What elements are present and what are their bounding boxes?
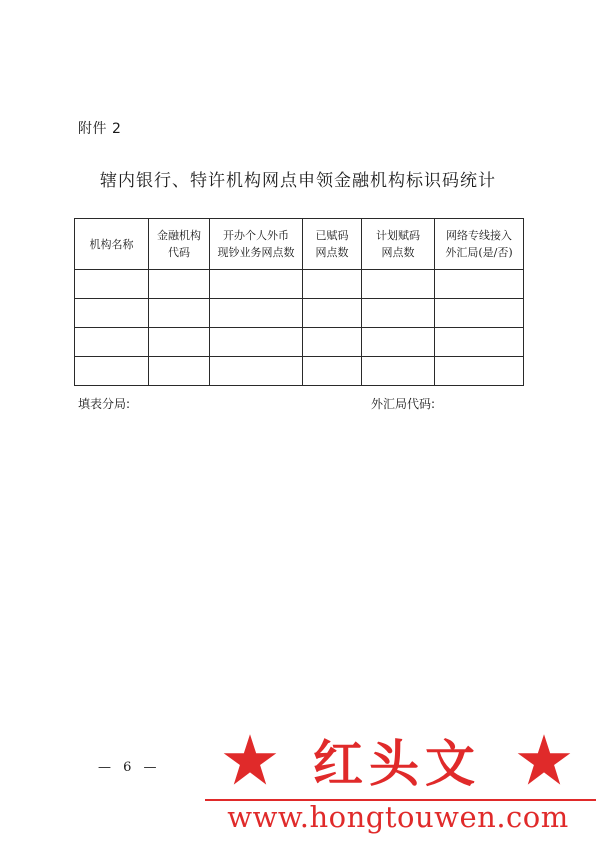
table-cell — [435, 357, 524, 386]
table-cell — [75, 357, 149, 386]
table-cell — [210, 299, 303, 328]
star-icon — [516, 732, 572, 788]
star-icon — [222, 732, 278, 788]
table-cell — [362, 357, 435, 386]
header-cell-coded-outlets — [303, 219, 362, 270]
table-cell — [435, 270, 524, 299]
header-line: 计划赋码 — [376, 229, 420, 242]
header-line: 网络专线接入 — [446, 229, 512, 242]
header-line: 开办个人外币 — [223, 229, 289, 242]
table-cell — [210, 357, 303, 386]
header-line: 网点数 — [315, 246, 349, 259]
header-line: 现钞业务网点数 — [217, 246, 295, 259]
table-cell — [435, 328, 524, 357]
header-cell-org-name — [75, 219, 149, 270]
table-cell — [362, 328, 435, 357]
watermark-url: www.hongtouwen.com — [227, 800, 569, 834]
table-cell — [303, 299, 362, 328]
table-cell — [435, 299, 524, 328]
table-cell — [149, 299, 210, 328]
table-cell — [303, 270, 362, 299]
table-cell — [75, 270, 149, 299]
table-cell — [149, 270, 210, 299]
header-line: 机构名称 — [89, 237, 134, 251]
header-line: 已赋码 — [315, 229, 349, 242]
header-cell-cash-outlets — [210, 219, 303, 270]
header-line: 代码 — [168, 246, 190, 259]
table-cell — [75, 328, 149, 357]
table-cell — [210, 328, 303, 357]
watermark-brand — [222, 722, 572, 798]
table-cell — [303, 328, 362, 357]
table-cell — [210, 270, 303, 299]
statistics-table — [74, 218, 524, 386]
watermark-brand-text: 红头文 — [313, 734, 481, 793]
table-row — [75, 357, 524, 386]
table-cell — [362, 270, 435, 299]
table-row — [75, 328, 524, 357]
table-row — [75, 299, 524, 328]
table-cell — [362, 299, 435, 328]
attachment-label: 附件 2 — [78, 121, 122, 137]
table-cell — [149, 357, 210, 386]
table-header-row — [75, 219, 524, 270]
header-cell-network-access — [435, 219, 524, 270]
table-cell — [75, 299, 149, 328]
fx-bureau-code-label: 外汇局代码: — [371, 397, 436, 411]
table-cell — [303, 357, 362, 386]
page-number: — 6 — — [98, 760, 161, 775]
table-row — [75, 270, 524, 299]
header-cell-fi-code — [149, 219, 210, 270]
header-line: 外汇局(是/否) — [445, 246, 513, 259]
table-cell — [149, 328, 210, 357]
header-line: 金融机构 — [157, 229, 201, 242]
document-title: 辖内银行、特许机构网点申领金融机构标识码统计 — [100, 171, 496, 191]
header-line: 网点数 — [381, 246, 415, 259]
branch-label: 填表分局: — [78, 397, 131, 411]
header-cell-planned-outlets — [362, 219, 435, 270]
